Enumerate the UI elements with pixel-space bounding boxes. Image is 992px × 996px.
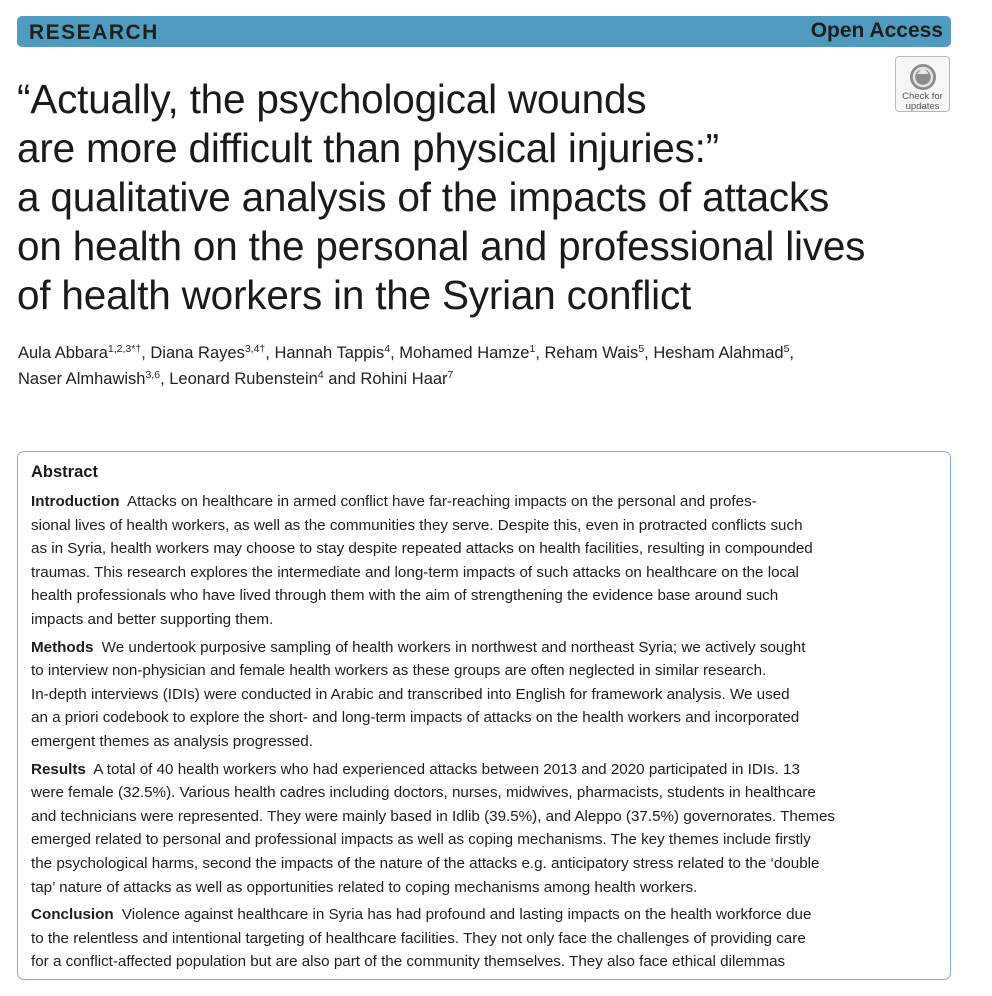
title-line: of health workers in the Syrian conflict	[17, 272, 692, 318]
author-separator: ,	[535, 344, 545, 362]
abstract-line	[31, 636, 941, 660]
section-heading: Results	[31, 760, 86, 778]
abstract-section-methods	[31, 636, 941, 754]
title-line: are more difficult than physical injuries:”	[17, 125, 719, 171]
abstract-line	[31, 490, 941, 514]
section-heading: Conclusion	[31, 906, 114, 924]
author-separator: ,	[265, 344, 275, 362]
author-name[interactable]: Hannah Tappis	[274, 344, 385, 362]
author-name[interactable]: Reham Wais	[544, 344, 639, 362]
author-separator: ,	[141, 344, 151, 362]
author-line	[18, 340, 948, 366]
section-text: Violence against healthcare in Syria has had profound and lasting impacts on the health workforce due	[121, 906, 812, 924]
title-line: a qualitative analysis of the impacts of attacks	[17, 174, 830, 220]
abstract-line: to interview non-physician and female health workers as these groups are often neglected in similar research.	[31, 662, 767, 680]
author-affiliation: 3,4†	[244, 343, 266, 355]
badge-line-2: updates	[905, 101, 940, 112]
section-heading: Introduction	[31, 493, 120, 510]
open-access-label: Open Access	[810, 19, 943, 42]
author-affiliation: 4	[317, 369, 324, 381]
abstract-line: the psychological harms, second the impacts of the nature of the attacks e.g. anticipatory stress related to the ‘double	[31, 854, 820, 872]
article-title	[17, 75, 947, 320]
abstract-section-conclusion	[31, 903, 941, 974]
article-type-label: RESEARCH	[29, 21, 159, 44]
author-separator: ,	[789, 344, 795, 362]
section-heading: Methods	[31, 638, 94, 656]
author-separator: and	[323, 370, 361, 388]
author-affiliation: 4	[384, 343, 391, 355]
abstract-line: impacts and better supporting them.	[31, 610, 274, 628]
abstract-line: traumas. This research explores the intermediate and long-term impacts of such attacks on healthcare on the local	[31, 563, 799, 581]
author-separator: ,	[160, 370, 170, 388]
title-line: “Actually, the psychological wounds	[17, 76, 647, 122]
abstract-line: to the relentless and intentional targeting of healthcare facilities. They not only face the challenges of providing care	[31, 929, 806, 947]
author-name[interactable]: Hesham Alahmad	[653, 344, 784, 362]
author-name[interactable]: Rohini Haar	[360, 370, 448, 388]
author-name[interactable]: Mohamed Hamze	[399, 344, 530, 362]
abstract-heading: Abstract	[31, 463, 98, 481]
author-affiliation: 1	[529, 343, 536, 355]
abstract-line	[31, 758, 941, 782]
author-affiliation: 5	[638, 343, 645, 355]
author-affiliation: 3,6	[145, 369, 161, 381]
author-name[interactable]: Aula Abbara	[18, 344, 108, 362]
abstract-line: emerged related to personal and professional impacts as well as coping mechanisms. The key themes include firstly	[31, 831, 811, 849]
author-name[interactable]: Naser Almhawish	[18, 370, 146, 388]
abstract-line: health professionals who have lived through them with the aim of strengthening the evidence base around such	[31, 587, 779, 605]
abstract-body	[31, 490, 941, 978]
abstract-line: In-depth interviews (IDIs) were conducted in Arabic and transcribed into English for framework analysis. We used	[31, 685, 790, 703]
abstract-line: and technicians were represented. They were mainly based in Idlib (39.5%), and Aleppo (37.5%) governorates. Themes	[31, 807, 835, 825]
author-affiliation: 5	[783, 343, 790, 355]
abstract-line: as in Syria, health workers may choose to stay despite repeated attacks on health facilities, resulting in compounded	[31, 540, 813, 558]
section-text: A total of 40 health workers who had experienced attacks between 2013 and 2020 participated in IDIs. 13	[93, 760, 800, 778]
author-affiliation: 1,2,3*†	[107, 343, 142, 355]
abstract-line: for a conflict-affected population but are also part of the community themselves. They also face ethical dilemmas	[31, 953, 786, 971]
article-type-bar	[17, 16, 951, 47]
abstract-line: tap’ nature of attacks as well as opportunities related to coping mechanisms among health workers.	[31, 878, 698, 896]
author-name[interactable]: Diana Rayes	[150, 344, 245, 362]
abstract-line	[31, 903, 941, 927]
abstract-line: were female (32.5%). Various health cadres including doctors, nurses, midwives, pharmacists, students in healthcare	[31, 784, 816, 802]
author-affiliation: 7	[447, 369, 454, 381]
author-name[interactable]: Leonard Rubenstein	[169, 370, 318, 388]
abstract-section-results	[31, 758, 941, 900]
abstract-line: emergent themes as analysis progressed.	[31, 732, 313, 750]
author-separator: ,	[390, 344, 400, 362]
title-line: on health on the personal and professional lives	[17, 223, 866, 269]
abstract-line: sional lives of health workers, as well as the communities they serve. Despite this, even in protracted conflicts such	[31, 516, 803, 534]
author-line	[18, 366, 948, 392]
abstract-box	[17, 451, 951, 980]
abstract-line: an a priori codebook to explore the short- and long-term impacts of attacks on the health workers and incorporated	[31, 709, 800, 727]
author-list	[18, 340, 948, 392]
abstract-section-introduction	[31, 490, 941, 632]
section-text: Attacks on healthcare in armed conflict have far-reaching impacts on the personal and profes-	[126, 493, 757, 510]
section-text: We undertook purposive sampling of health workers in northwest and northeast Syria; we actively sought	[101, 638, 806, 656]
author-separator: ,	[644, 344, 654, 362]
badge-line-1: Check for	[902, 91, 943, 102]
